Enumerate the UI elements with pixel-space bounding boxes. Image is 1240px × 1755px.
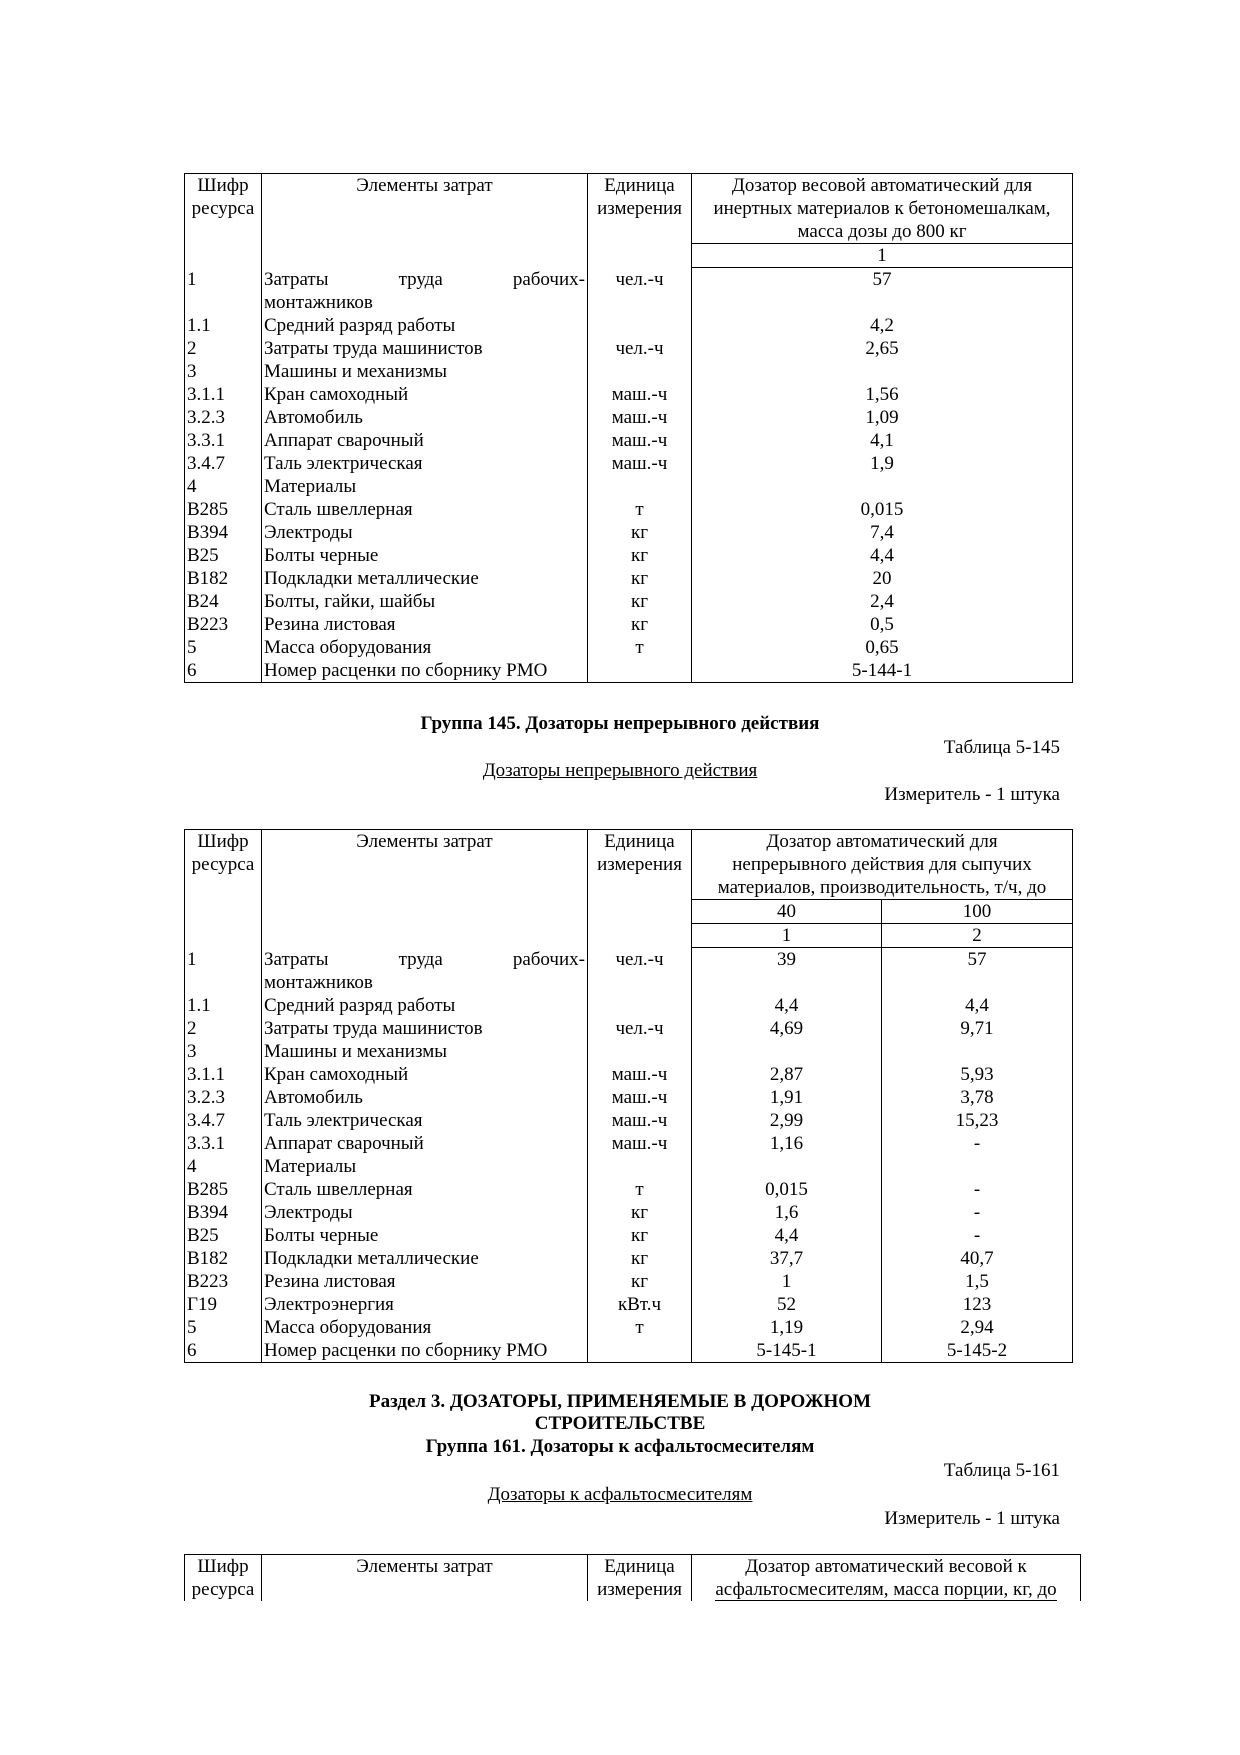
row-value: 2,94 [882, 1316, 1073, 1339]
row-element: Электроды [262, 1201, 588, 1224]
row-unit: кг [588, 521, 692, 544]
row-value [692, 360, 1073, 383]
row-element: Таль электрическая [262, 452, 588, 475]
row-value [692, 1040, 882, 1063]
row-value: 7,4 [692, 521, 1073, 544]
capacity-40: 40 [692, 900, 882, 924]
row-unit [588, 475, 692, 498]
element-header: Элементы затрат [262, 174, 588, 268]
row-element-word: рабочих- [512, 268, 585, 290]
row-code: В25 [185, 544, 262, 567]
code-header: Шифр ресурса [185, 830, 262, 948]
row-value: 40,7 [882, 1247, 1073, 1270]
column-number: 1 [692, 924, 882, 948]
row-value: 52 [692, 1293, 882, 1316]
row-element [262, 268, 588, 314]
row-value: 4,4 [882, 994, 1073, 1017]
row-element: Электроэнергия [262, 1293, 588, 1316]
row-unit: чел.-ч [588, 1017, 692, 1040]
row-unit: кг [588, 1270, 692, 1293]
row-value: 4,4 [692, 994, 882, 1017]
table-number-5-161: Таблица 5-161 [943, 1460, 1060, 1481]
element-header: Элементы затрат [262, 830, 588, 948]
row-code: В394 [185, 521, 262, 544]
row-unit [588, 1040, 692, 1063]
capacity-100: 100 [882, 900, 1073, 924]
table-row [185, 498, 1073, 521]
row-value: 15,23 [882, 1109, 1073, 1132]
row-unit: маш.-ч [588, 452, 692, 475]
table-row [185, 314, 1073, 337]
row-code: 1.1 [185, 314, 262, 337]
row-value: 5,93 [882, 1063, 1073, 1086]
row-unit: маш.-ч [588, 429, 692, 452]
row-element: Кран самоходный [262, 383, 588, 406]
row-code: 2 [185, 1017, 262, 1040]
row-value: 4,1 [692, 429, 1073, 452]
table-row [185, 1132, 1073, 1155]
table-number-5-145: Таблица 5-145 [943, 737, 1060, 758]
row-element: Аппарат сварочный [262, 1132, 588, 1155]
table-row [185, 590, 1073, 613]
row-code: 3.4.7 [185, 452, 262, 475]
row-value: 9,71 [882, 1017, 1073, 1040]
row-element: Резина листовая [262, 1270, 588, 1293]
row-value: 39 [692, 948, 882, 994]
row-code: В285 [185, 498, 262, 521]
row-unit: маш.-ч [588, 1086, 692, 1109]
table-row [185, 1316, 1073, 1339]
row-element: Средний разряд работы [262, 994, 588, 1017]
row-element: Машины и механизмы [262, 360, 588, 383]
row-code: 3.2.3 [185, 1086, 262, 1109]
row-code: 6 [185, 1339, 262, 1363]
table-row [185, 544, 1073, 567]
row-unit: кг [588, 1247, 692, 1270]
row-value: 2,65 [692, 337, 1073, 360]
element-header: Элементы затрат [262, 1555, 588, 1602]
row-value: 4,2 [692, 314, 1073, 337]
row-element: Подкладки металлические [262, 567, 588, 590]
table-row [185, 1247, 1073, 1270]
table-row [185, 406, 1073, 429]
row-value: 1,16 [692, 1132, 882, 1155]
unit-header: Единица измерения [588, 830, 692, 948]
row-value: 57 [882, 948, 1073, 994]
row-code: 3 [185, 1040, 262, 1063]
row-element: Автомобиль [262, 406, 588, 429]
row-element: Материалы [262, 475, 588, 498]
table-row [185, 1201, 1073, 1224]
table-row [185, 1270, 1073, 1293]
table-row [185, 1155, 1073, 1178]
row-unit: т [588, 1316, 692, 1339]
row-element: Сталь швеллерная [262, 1178, 588, 1201]
row-unit [588, 994, 692, 1017]
row-unit [588, 314, 692, 337]
row-element: Материалы [262, 1155, 588, 1178]
row-value: 2,4 [692, 590, 1073, 613]
row-code: В223 [185, 613, 262, 636]
row-value: 1,19 [692, 1316, 882, 1339]
row-value: 1,09 [692, 406, 1073, 429]
table-row [185, 383, 1073, 406]
row-element: Номер расценки по сборнику РМО [262, 659, 588, 683]
row-value: 1 [692, 1270, 882, 1293]
row-unit [588, 360, 692, 383]
row-code: 6 [185, 659, 262, 683]
row-element: Болты черные [262, 1224, 588, 1247]
table-5-144 [184, 173, 1073, 683]
row-unit: маш.-ч [588, 1109, 692, 1132]
unit-header: Единица измерения [588, 1555, 692, 1602]
row-element: Аппарат сварочный [262, 429, 588, 452]
row-value: 5-144-1 [692, 659, 1073, 683]
table-row [185, 475, 1073, 498]
row-element: Электроды [262, 521, 588, 544]
row-unit: маш.-ч [588, 1132, 692, 1155]
row-element-cont: монтажников [264, 291, 373, 313]
row-code: 1.1 [185, 994, 262, 1017]
row-unit: кг [588, 1224, 692, 1247]
row-unit: т [588, 1178, 692, 1201]
row-value [882, 1040, 1073, 1063]
row-unit [588, 659, 692, 683]
row-unit: чел.-ч [588, 337, 692, 360]
row-unit [588, 1155, 692, 1178]
row-value: - [882, 1178, 1073, 1201]
row-element: Резина листовая [262, 613, 588, 636]
row-unit: кг [588, 544, 692, 567]
row-code: В24 [185, 590, 262, 613]
row-value: 5-145-2 [882, 1339, 1073, 1363]
row-element: Номер расценки по сборнику РМО [262, 1339, 588, 1363]
row-value: 2,87 [692, 1063, 882, 1086]
table-row [185, 1339, 1073, 1363]
row-value: 2,99 [692, 1109, 882, 1132]
section-3-heading: Раздел 3. ДОЗАТОРЫ, ПРИМЕНЯЕМЫЕ В ДОРОЖНОМ СТРОИТЕЛЬСТВЕ [368, 1391, 872, 1434]
row-code: 3.2.3 [185, 406, 262, 429]
table-row [185, 1293, 1073, 1316]
table-row [185, 1178, 1073, 1201]
row-value: - [882, 1132, 1073, 1155]
table-row [185, 268, 1073, 314]
table-row [185, 429, 1073, 452]
row-element-word: Затраты [264, 268, 329, 290]
table-row [185, 337, 1073, 360]
row-value: 37,7 [692, 1247, 882, 1270]
row-unit: маш.-ч [588, 406, 692, 429]
row-code: В25 [185, 1224, 262, 1247]
table-subtitle-145: Дозаторы непрерывного действия [482, 760, 758, 781]
row-code: 4 [185, 1155, 262, 1178]
row-code: 2 [185, 337, 262, 360]
row-code: В285 [185, 1178, 262, 1201]
meter-161: Измеритель - 1 штука [884, 1508, 1060, 1529]
row-element: Масса оборудования [262, 636, 588, 659]
row-value: 0,5 [692, 613, 1073, 636]
row-unit: маш.-ч [588, 1063, 692, 1086]
row-value [692, 1155, 882, 1178]
table-row [185, 1109, 1073, 1132]
code-header: Шифр ресурса [185, 1555, 262, 1602]
row-element [262, 948, 588, 994]
column-number: 1 [692, 244, 1073, 268]
row-code: 4 [185, 475, 262, 498]
row-value: 5-145-1 [692, 1339, 882, 1363]
row-code: 5 [185, 636, 262, 659]
row-element: Сталь швеллерная [262, 498, 588, 521]
row-element: Кран самоходный [262, 1063, 588, 1086]
table-row [185, 1086, 1073, 1109]
column-number: 2 [882, 924, 1073, 948]
code-header: Шифр ресурса [185, 174, 262, 268]
row-unit: кг [588, 613, 692, 636]
row-value: 4,4 [692, 1224, 882, 1247]
row-value: 0,65 [692, 636, 1073, 659]
row-unit [588, 1339, 692, 1363]
row-element: Таль электрическая [262, 1109, 588, 1132]
row-value: 1,6 [692, 1201, 882, 1224]
unit-header: Единица измерения [588, 174, 692, 268]
table-row [185, 1017, 1073, 1040]
group-145-heading: Группа 145. Дозаторы непрерывного действия [420, 713, 820, 734]
table-row [185, 636, 1073, 659]
row-code: 3.1.1 [185, 383, 262, 406]
table-row [185, 360, 1073, 383]
row-unit: кг [588, 1201, 692, 1224]
row-element: Затраты труда машинистов [262, 337, 588, 360]
row-value: - [882, 1224, 1073, 1247]
row-unit: чел.-ч [588, 268, 692, 314]
column-title: Дозатор автоматический весовой к асфальтосмесителям, масса порции, кг, до [692, 1555, 1081, 1602]
row-unit: чел.-ч [588, 948, 692, 994]
row-element: Подкладки металлические [262, 1247, 588, 1270]
table-row [185, 613, 1073, 636]
row-value: 4,4 [692, 544, 1073, 567]
row-value: 123 [882, 1293, 1073, 1316]
column-title: Дозатор автоматический для непрерывного действия для сыпучих материалов, производительность, т/ч, до [692, 830, 1073, 900]
row-unit: маш.-ч [588, 383, 692, 406]
row-code: 1 [185, 948, 262, 994]
row-element-cont: монтажников [264, 971, 373, 993]
row-element-word: труда [398, 268, 443, 290]
row-value: - [882, 1201, 1073, 1224]
table-5-161 [184, 1554, 1081, 1601]
table-row [185, 452, 1073, 475]
row-value: 1,5 [882, 1270, 1073, 1293]
row-unit: кг [588, 590, 692, 613]
table-row [185, 659, 1073, 683]
row-code: 5 [185, 1316, 262, 1339]
row-code: Г19 [185, 1293, 262, 1316]
table-5-145 [184, 829, 1073, 1363]
group-161-heading: Группа 161. Дозаторы к асфальтосмесителям [425, 1436, 815, 1457]
row-code: 3.4.7 [185, 1109, 262, 1132]
row-value: 4,69 [692, 1017, 882, 1040]
row-value: 20 [692, 567, 1073, 590]
row-unit: кВт.ч [588, 1293, 692, 1316]
row-element: Автомобиль [262, 1086, 588, 1109]
table-row [185, 1224, 1073, 1247]
row-code: В394 [185, 1201, 262, 1224]
row-element: Машины и механизмы [262, 1040, 588, 1063]
table-row [185, 567, 1073, 590]
table-row [185, 948, 1073, 994]
row-value [882, 1155, 1073, 1178]
row-element: Средний разряд работы [262, 314, 588, 337]
row-value: 1,91 [692, 1086, 882, 1109]
row-code: 3 [185, 360, 262, 383]
row-code: 1 [185, 268, 262, 314]
table-row [185, 1063, 1073, 1086]
row-unit: т [588, 636, 692, 659]
row-code: В223 [185, 1270, 262, 1293]
row-element-word: труда [398, 948, 443, 970]
row-element-word: рабочих- [512, 948, 585, 970]
row-unit: т [588, 498, 692, 521]
row-element: Масса оборудования [262, 1316, 588, 1339]
row-value: 1,9 [692, 452, 1073, 475]
table-subtitle-161: Дозаторы к асфальтосмесителям [487, 1484, 753, 1505]
row-value: 1,56 [692, 383, 1073, 406]
row-code: В182 [185, 567, 262, 590]
row-value: 0,015 [692, 498, 1073, 521]
row-code: 3.3.1 [185, 1132, 262, 1155]
meter-145: Измеритель - 1 штука [884, 784, 1060, 805]
row-element: Затраты труда машинистов [262, 1017, 588, 1040]
row-code: 3.3.1 [185, 429, 262, 452]
row-element-word: Затраты [264, 948, 329, 970]
row-code: 3.1.1 [185, 1063, 262, 1086]
column-title: Дозатор весовой автоматический для инертных материалов к бетономешалкам, масса дозы до 800 кг [692, 174, 1073, 244]
row-value [692, 475, 1073, 498]
row-unit: кг [588, 567, 692, 590]
table-row [185, 521, 1073, 544]
table-row [185, 994, 1073, 1017]
table-row [185, 1040, 1073, 1063]
row-value: 3,78 [882, 1086, 1073, 1109]
row-element: Болты черные [262, 544, 588, 567]
row-value: 0,015 [692, 1178, 882, 1201]
row-code: В182 [185, 1247, 262, 1270]
row-value: 57 [692, 268, 1073, 314]
row-element: Болты, гайки, шайбы [262, 590, 588, 613]
